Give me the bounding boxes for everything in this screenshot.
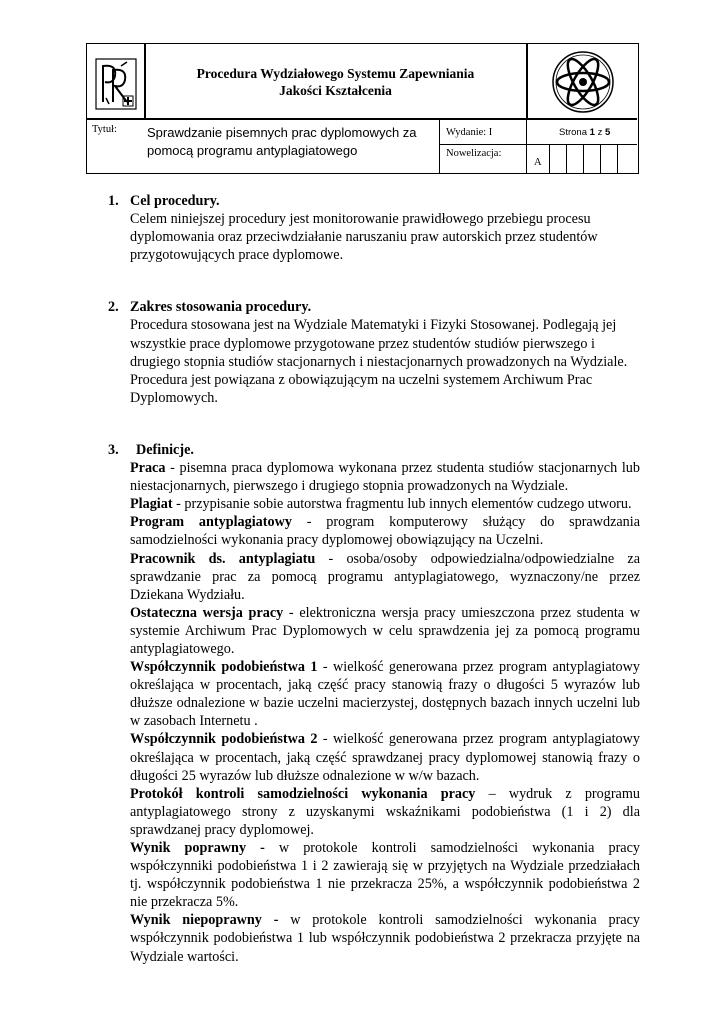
document-body bbox=[100, 192, 640, 966]
section-scope bbox=[100, 298, 640, 407]
section-purpose bbox=[100, 192, 640, 264]
definition-text: - pisemna praca dyplomowa wykonana przez studenta studiów stacjonarnych lub niestacjonarnych, pierwszego i drugiego stopnia prowadzonych na Wydziale. bbox=[130, 460, 640, 495]
section-title: Cel procedury. bbox=[130, 193, 220, 209]
definition-term: Plagiat bbox=[130, 496, 173, 513]
definition-term: Wynik poprawny - bbox=[130, 840, 265, 856]
definition-text: - wielkość generowana przez program antyplagiatowy określająca w procentach, jaką część sprawdzanej pracy dyplomowej stanowią frazy o długości 25 wyrazów lub dłuższe odnalezione w w/w bazach. bbox=[130, 731, 640, 784]
definition-item bbox=[130, 658, 640, 730]
atom-emblem-icon bbox=[550, 50, 616, 114]
section-text: Procedura stosowana jest na Wydziale Matematyki i Fizyki Stosowanej. Podlegają jej wszystkie prace dyplomowe przygotowane przez studentów studiów pierwszego i drugiego stopnia studiów stacjonarnych i niestacjonarnych prowadzonych na Wydziale. Procedura jest powiązana z obowiązującym na uczelni systemem Archiwum Prac Dyplomowych. bbox=[130, 317, 628, 406]
title-label: Tytuł: bbox=[92, 124, 117, 135]
definition-text: - przypisanie sobie autorstwa fragmentu lub innych elementów cudzego utworu. bbox=[172, 496, 632, 513]
amendment-value: A bbox=[534, 157, 542, 168]
definition-term: Pracownik ds. antyplagiatu bbox=[130, 550, 316, 567]
definition-item bbox=[130, 785, 640, 839]
definition-term: Protokół kontroli samodzielności wykonania pracy bbox=[130, 785, 476, 802]
definition-item bbox=[130, 604, 640, 658]
procedure-title-line1: Procedura Wydziałowego Systemu Zapewniania bbox=[196, 65, 475, 81]
section-number: 2. bbox=[108, 299, 119, 316]
definition-text: w protokole kontroli samodzielności wykonania pracy współczynnik podobieństwa 1 lub współczynnik podobieństwa 2 przekracza przyjęte na Wydziale wartości. bbox=[130, 912, 640, 965]
definition-item bbox=[130, 513, 640, 549]
definition-text: - wielkość generowana przez program antyplagiatowy określająca w procentach, jaką część pracy stanowią frazy o długości 5 wyrazów lub dłuższe odnalezione w bazie uczelni macierzystej, dostępnych bazach innych uczelni lub w zasobach Internetu . bbox=[130, 659, 640, 730]
definition-text: - program komputerowy służący do sprawdzania samodzielności wykonania pracy dyplomowej obowiązujący na Uczelni. bbox=[130, 514, 640, 549]
definition-item bbox=[130, 550, 640, 604]
page-label: Strona bbox=[559, 127, 587, 138]
edition-label: Wydanie: I bbox=[446, 127, 493, 138]
definition-term: Współczynnik podobieństwa 1 bbox=[130, 659, 318, 676]
definition-text: – wydruk z programu antyplagiatowego strony z uzyskanymi wskaźnikami podobieństwa (1 i 2) dla sprawdzanej pracy dyplomowej. bbox=[130, 785, 640, 838]
definition-item bbox=[130, 459, 640, 495]
definition-item bbox=[130, 839, 640, 911]
definition-item bbox=[130, 730, 640, 784]
section-title: Zakres stosowania procedury. bbox=[130, 299, 312, 316]
section-definitions bbox=[100, 441, 640, 966]
faculty-logo bbox=[95, 58, 137, 110]
page-separator: z bbox=[597, 127, 603, 138]
definition-term: Ostateczna wersja pracy bbox=[130, 604, 284, 621]
definition-term: Program antyplagiatowy bbox=[130, 514, 292, 531]
definition-item bbox=[130, 495, 640, 513]
page-total: 5 bbox=[604, 127, 611, 138]
definitions-list bbox=[130, 459, 640, 966]
page-current: 1 bbox=[589, 127, 595, 138]
section-title: Definicje. bbox=[136, 441, 194, 458]
definition-term: Praca bbox=[130, 460, 166, 477]
procedure-title-line2: Jakości Kształcenia bbox=[279, 82, 392, 98]
amendment-label: Nowelizacja: bbox=[446, 148, 502, 159]
document-header bbox=[86, 43, 639, 174]
section-number: 1. bbox=[108, 193, 119, 209]
definition-term: Wynik niepoprawny - bbox=[130, 912, 279, 929]
definition-text: - osoba/osoby odpowiedzialna/odpowiedzialne za sprawdzanie prac za pomocą programu antyplagiatowego, wyznaczony/ne przez Dziekana Wydziału. bbox=[130, 550, 640, 603]
definition-text: - elektroniczna wersja pracy umieszczona przez studenta w systemie Archiwum Prac Dyplomowych w celu sprawdzenia jej za pomocą programu antyplagiatowego. bbox=[130, 604, 641, 657]
definition-item bbox=[130, 911, 640, 965]
definition-term: Współczynnik podobieństwa 2 bbox=[130, 731, 318, 748]
definition-text: w protokole kontroli samodzielności wykonania pracy współczynniki podobieństwa 1 i 2 zawierają się w przyjętych na Wydziale przedziałach tj. współczynnik podobieństwa 1 nie przekracza 25%, a współczynnik podobieństwa 2 nie przekracza 5%. bbox=[130, 840, 640, 911]
page-number bbox=[559, 127, 610, 138]
procedure-title bbox=[145, 44, 526, 119]
section-text: Celem niniejszej procedury jest monitorowanie prawidłowego przebiegu procesu dyplomowania oraz przeciwdziałanie naruszaniu praw autorskich przez studentów przygotowujących prace dyplomowe. bbox=[130, 211, 598, 264]
document-title: Sprawdzanie pisemnych prac dyplomowych za pomocą programu antyplagiatowego bbox=[147, 125, 417, 158]
section-number: 3. bbox=[108, 441, 119, 458]
